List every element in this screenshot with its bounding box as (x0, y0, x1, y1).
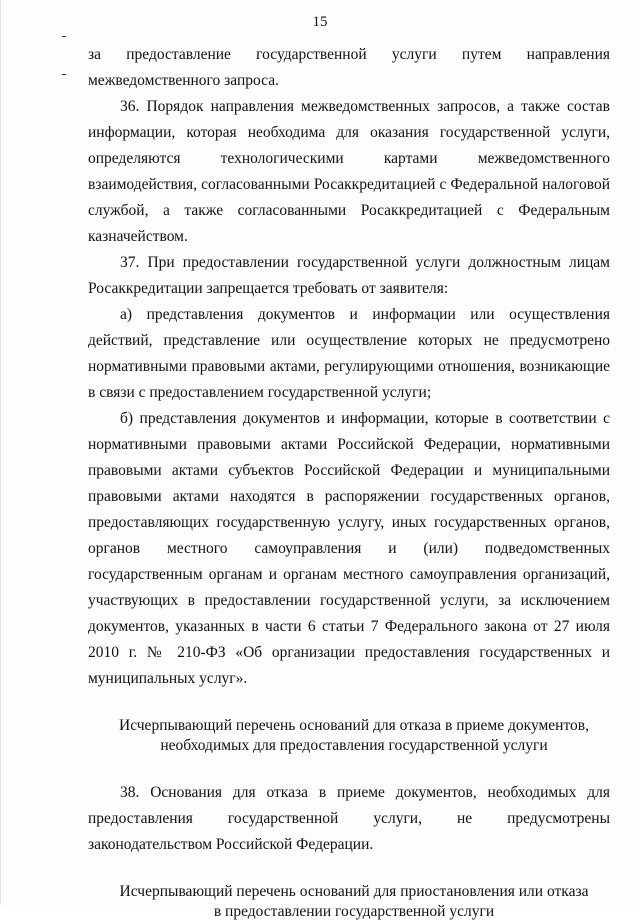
margin-mark (62, 74, 66, 75)
heading-line: в предоставлении государственной услуги (213, 903, 495, 920)
paragraph-36: 36. Порядок направления межведомственных запросов, а также состав информации, которая необходима для оказания государственной услуги, определяются технологическими картами межведомственного взаимодействия, согласованными Росаккредитацией с Федеральной налоговой службой, а также согласованными Росаккредитацией с Федеральным казначейством. (88, 98, 610, 245)
spacer (88, 858, 610, 882)
paragraph-37b: б) представления документов и информации, которые в соответствии с нормативными правовыми актами Российской Федерации, нормативными правовыми актами субъектов Российской Федерации и муниципальными правовыми актами находятся в распоряжении государственных органов, предоставляющих государственную услугу, иных государственных органов, органов местного самоуправления и (или) подведомственных государственным органам и органам местного самоуправления организаций, участвующих в предоставлении государственной услуги, за исключением документов, указанных в части 6 статьи 7 Федерального закона от 27 июля 2010 г. № 210-ФЗ «Об организации предоставления государственных и муниципальных услуг». (88, 410, 610, 687)
section-heading-suspension (88, 882, 610, 922)
spacer (88, 756, 610, 780)
document-body (88, 42, 610, 922)
margin-mark (62, 36, 66, 37)
paragraph-38: 38. Основания для отказа в приеме документов, необходимых для предоставления государственной услуги, не предусмотрены законодательством Российской Федерации. (88, 784, 610, 853)
spacer (88, 692, 610, 716)
paragraph-continuation: за предоставление государственной услуги путем направления межведомственного запроса. (88, 46, 610, 89)
section-heading-refusal-acceptance (88, 716, 610, 756)
paragraph-37: 37. При предоставлении государственной услуги должностным лицам Росаккредитации запрещается требовать от заявителя: (88, 254, 610, 297)
scan-edge (0, 0, 1, 905)
page-number: 15 (312, 14, 328, 30)
paragraph-37a: а) представления документов и информации или осуществления действий, представление или осуществление которых не предусмотрено нормативными правовыми актами, регулирующими отношения, возникающие в связи с предоставлением государственной услуги; (88, 306, 610, 401)
heading-line: Исчерпывающий перечень оснований для отказа в приеме документов, (119, 717, 589, 734)
heading-line: Исчерпывающий перечень оснований для приостановления или отказа (119, 883, 589, 900)
heading-line: необходимых для предоставления государственной услуги (160, 737, 548, 754)
